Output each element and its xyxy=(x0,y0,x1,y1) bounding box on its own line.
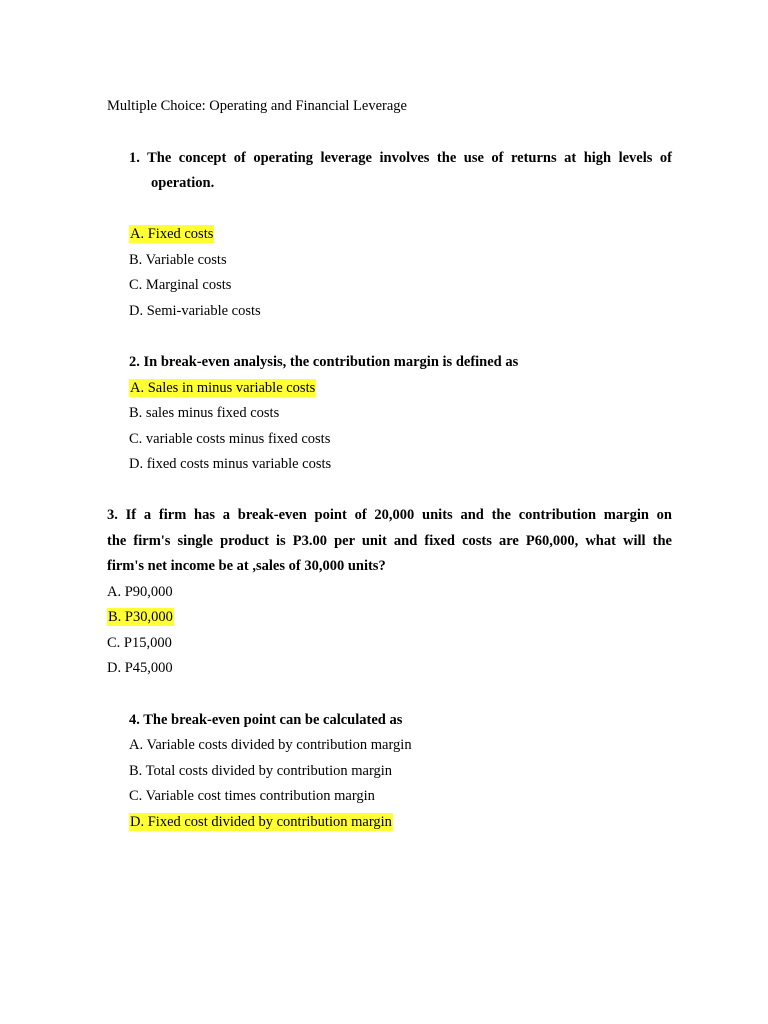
question-2-stem: 2. In break-even analysis, the contribution margin is defined as xyxy=(129,354,519,370)
question-4-option-d-highlighted: D. Fixed cost divided by contribution margin xyxy=(130,814,392,830)
question-1-stem-line-2: operation. xyxy=(151,175,215,191)
question-3-stem-line-1: 3. If a firm has a break-even point of 20,000 units and the contribution margin on xyxy=(107,507,672,523)
question-1-option-c: C. Marginal costs xyxy=(129,277,232,293)
question-2-option-a-highlighted: A. Sales in minus variable costs xyxy=(130,380,316,396)
question-1-option-a-highlighted: A. Fixed costs xyxy=(130,226,214,242)
question-4-stem: 4. The break-even point can be calculated as xyxy=(129,712,403,728)
question-4-option-b: B. Total costs divided by contribution margin xyxy=(129,763,393,779)
question-3-option-d: D. P45,000 xyxy=(107,660,173,676)
question-1-option-b: B. Variable costs xyxy=(129,252,227,268)
question-3-option-c: C. P15,000 xyxy=(107,635,172,651)
question-2-option-b: B. sales minus fixed costs xyxy=(129,405,280,421)
question-3-stem-line-3: firm's net income be at ,sales of 30,000 units? xyxy=(107,558,386,574)
question-3-option-a: A. P90,000 xyxy=(107,584,173,600)
question-1-option-d: D. Semi-variable costs xyxy=(129,303,261,319)
question-2-option-c: C. variable costs minus fixed costs xyxy=(129,431,331,447)
question-1-stem-line-1: 1. The concept of operating leverage involves the use of returns at high levels of xyxy=(129,150,672,166)
document-title: Multiple Choice: Operating and Financial Leverage xyxy=(107,98,407,114)
question-2-option-d: D. fixed costs minus variable costs xyxy=(129,456,332,472)
question-3-option-b-highlighted: B. P30,000 xyxy=(108,609,173,625)
question-4-option-a: A. Variable costs divided by contribution margin xyxy=(129,737,412,753)
question-3-stem-line-2: the firm's single product is P3.00 per unit and fixed costs are P60,000, what will the xyxy=(107,533,672,549)
question-4-option-c: C. Variable cost times contribution margin xyxy=(129,788,375,804)
